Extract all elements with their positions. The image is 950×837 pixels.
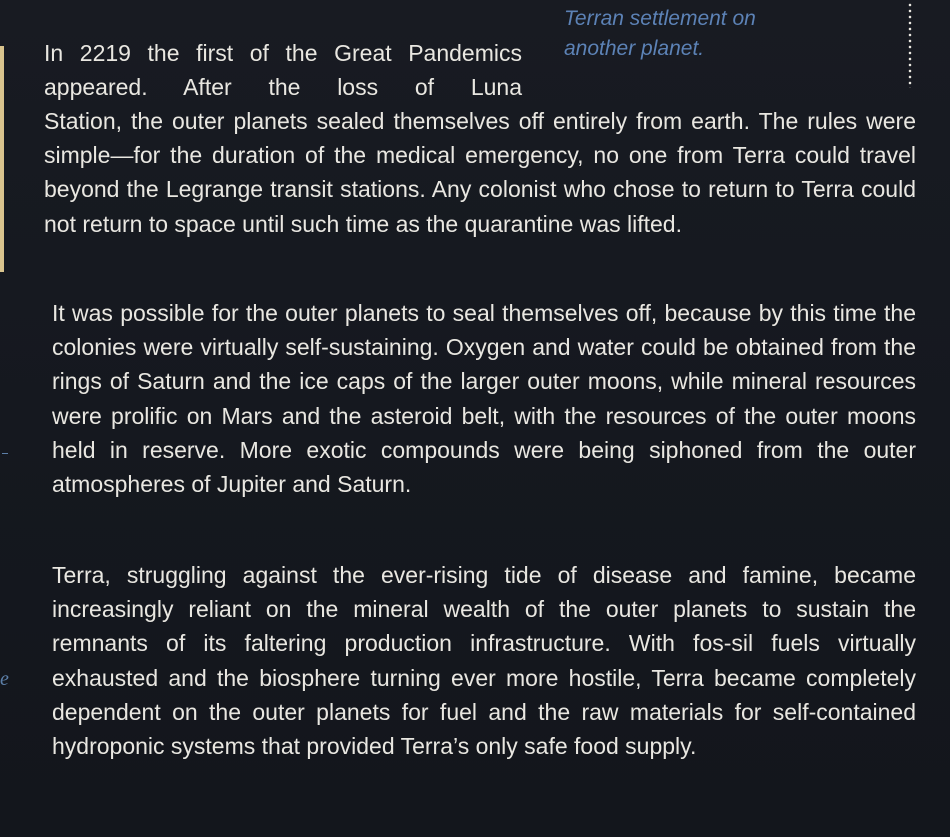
paragraph-1-line-2: appeared. After the loss of Luna: [44, 74, 522, 100]
dotted-rule: [908, 2, 912, 88]
margin-letter: e: [0, 668, 9, 690]
margin-tick-mark: [2, 453, 8, 454]
paragraph-3: Terra, struggling against the ever-rising tide of disease and famine, became increasingly reliant on the mineral wealth of the outer planets to sustain the remnants of its faltering production infrastructure. With fos-sil fuels virtually exhausted and the biosphere turning ever more hostile, Terra became completely dependent on the outer planets for fuel and the raw materials for self-contained hydroponic systems that provided Terra’s only safe food supply.: [52, 562, 916, 760]
caption-line-2: another planet.: [564, 37, 705, 60]
margin-accent-bar: [0, 46, 4, 272]
paragraph-1-body: Station, the outer planets sealed themselves off entirely from earth. The rules were simple—for the duration of the medical emergency, no one from Terra could travel beyond the Legrange transit stations. Any colonist who chose to return to Terra could not return to space until such time as the quarantine was lifted.: [44, 108, 916, 237]
paragraph-2: It was possible for the outer planets to seal themselves off, because by this time the colonies were virtually self-sustaining. Oxygen and water could be obtained from the rings of Saturn and the ice caps of the larger outer moons, while mineral resources were prolific on Mars and the asteroid belt, with the resources of the outer moons held in reserve. More exotic compounds were being siphoned from the outer atmospheres of Jupiter and Saturn.: [52, 300, 916, 498]
image-caption: [564, 4, 844, 64]
caption-line-1: Terran settlement on: [564, 7, 756, 30]
paragraph-1-line-1: In 2219 the first of the Great Pandemics: [44, 40, 522, 66]
